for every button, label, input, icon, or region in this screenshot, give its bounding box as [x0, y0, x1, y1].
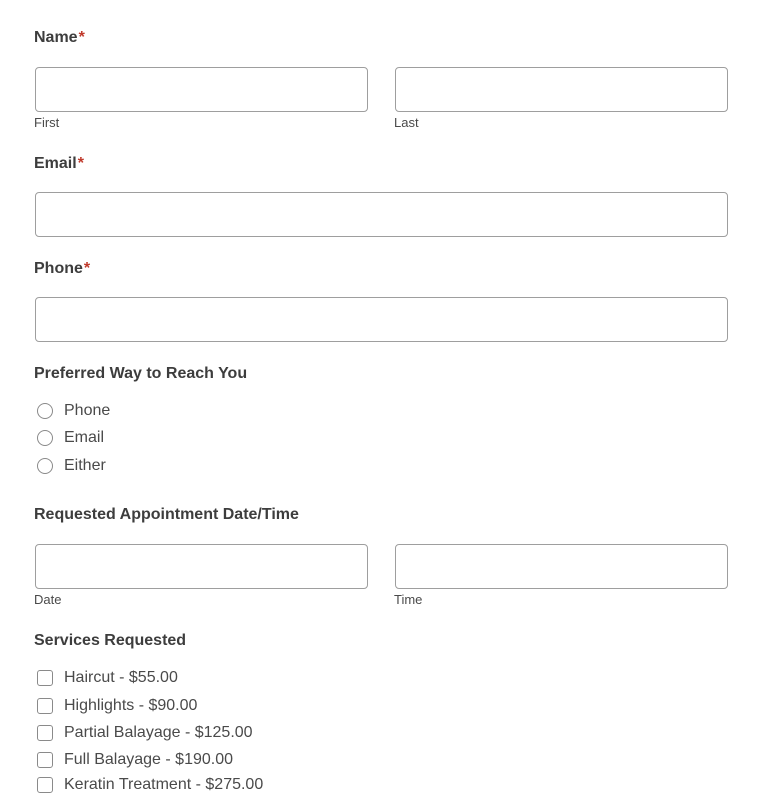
contact-option-phone[interactable]: [37, 400, 110, 422]
time-sublabel: Time: [394, 592, 423, 607]
checkbox[interactable]: [37, 752, 53, 768]
contact-option-label: Phone: [64, 402, 111, 419]
email-input[interactable]: [35, 192, 728, 237]
date-input[interactable]: [35, 544, 368, 589]
contact-option-email[interactable]: [37, 427, 104, 449]
checkbox[interactable]: [37, 698, 53, 714]
contact-option-label: Email: [64, 429, 105, 446]
required-asterisk: *: [83, 260, 91, 277]
service-option-keratin-treatment[interactable]: [37, 774, 263, 796]
first-name-input[interactable]: [35, 67, 368, 112]
service-option-full-balayage[interactable]: [37, 749, 233, 771]
service-option-highlights[interactable]: [37, 695, 197, 717]
required-asterisk: *: [77, 155, 84, 172]
checkbox[interactable]: [37, 670, 53, 686]
radio-button[interactable]: [37, 458, 53, 474]
checkbox[interactable]: [37, 777, 53, 793]
service-option-partial-balayage[interactable]: [37, 722, 253, 744]
phone-label-text: Phone: [34, 260, 83, 277]
radio-button[interactable]: [37, 403, 53, 419]
last-name-input[interactable]: [395, 67, 728, 112]
last-sublabel: Last: [394, 115, 419, 130]
email-label: [34, 155, 84, 173]
first-sublabel: First: [34, 115, 60, 130]
time-input[interactable]: [395, 544, 728, 589]
services-label: Services Requested: [34, 632, 187, 649]
contact-option-either[interactable]: [37, 455, 106, 477]
name-label-text: Name: [34, 29, 78, 46]
checkbox[interactable]: [37, 725, 53, 741]
appointment-label: Requested Appointment Date/Time: [34, 506, 299, 523]
service-option-label: Full Balayage - $190.00: [64, 751, 233, 768]
email-label-text: Email: [34, 155, 77, 172]
service-option-label: Partial Balayage - $125.00: [64, 724, 253, 741]
service-option-label: Keratin Treatment - $275.00: [64, 776, 264, 793]
radio-button[interactable]: [37, 430, 53, 446]
service-option-haircut[interactable]: [37, 667, 178, 689]
service-option-label: Haircut - $55.00: [64, 669, 178, 686]
name-label: [34, 29, 85, 47]
required-asterisk: *: [78, 29, 85, 46]
contact-preference-label: Preferred Way to Reach You: [34, 365, 248, 382]
phone-input[interactable]: [35, 297, 728, 342]
contact-option-label: Either: [64, 457, 106, 474]
phone-label: [34, 260, 90, 278]
date-sublabel: Date: [34, 592, 62, 607]
service-option-label: Highlights - $90.00: [64, 697, 198, 714]
